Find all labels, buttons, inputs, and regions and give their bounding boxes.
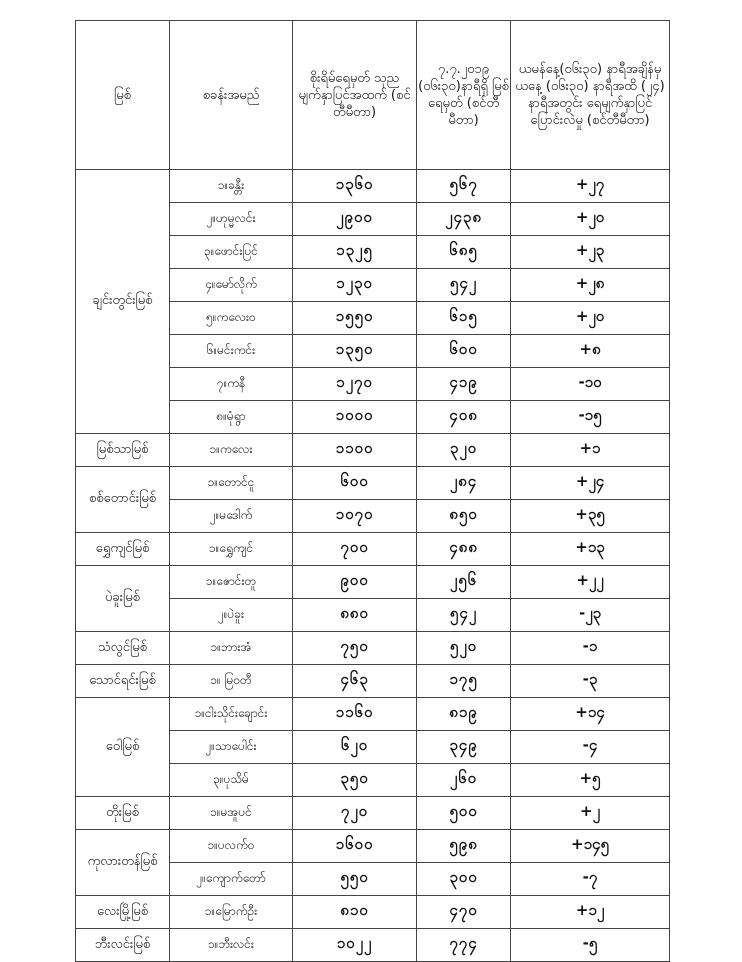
- station-name: ၂။ကျောက်တော်: [170, 863, 293, 896]
- station-name: ၁။မြောက်ဦး: [170, 896, 293, 929]
- danger-level: ၆၀၀: [293, 467, 417, 500]
- station-name: ၂။မဒေါက်: [170, 500, 293, 533]
- table-body: [76, 170, 670, 962]
- level-change: -၇: [511, 863, 670, 896]
- level-change: +၂၄: [511, 467, 670, 500]
- station-name: ၁။ဇောင်းတူ: [170, 566, 293, 599]
- level-change: -၁: [511, 632, 670, 665]
- current-level: ၅၉၈: [417, 830, 511, 863]
- table-row: [76, 434, 670, 467]
- river-name: လေးမြို့မြစ်: [76, 896, 170, 929]
- current-level: ၁၇၅: [417, 665, 511, 698]
- station-name: ၇။ကနီ: [170, 368, 293, 401]
- danger-level: ၈၁၀: [293, 896, 417, 929]
- danger-level: ၁၃၆၀: [293, 170, 417, 203]
- level-change: +၁၂: [511, 896, 670, 929]
- station-name: ၂။ဟုမ္မလင်း: [170, 203, 293, 236]
- river-name: စစ်တောင်းမြစ်: [76, 467, 170, 533]
- station-name: ၁။ခန္တီး: [170, 170, 293, 203]
- level-change: +၂၇: [511, 170, 670, 203]
- danger-level: ၁၂၇၀: [293, 368, 417, 401]
- current-level: ၆၈၅: [417, 236, 511, 269]
- current-level: ၅၆၇: [417, 170, 511, 203]
- level-change: -၂၃: [511, 599, 670, 632]
- level-change: +၂၀: [511, 203, 670, 236]
- current-level: ၄၁၉: [417, 368, 511, 401]
- level-change: +၃၅: [511, 500, 670, 533]
- level-change: +၈: [511, 335, 670, 368]
- current-level: ၂၅၆: [417, 566, 511, 599]
- river-name: မြစ်သာမြစ်: [76, 434, 170, 467]
- table-row: [76, 698, 670, 731]
- danger-level: ၁၂၃၀: [293, 269, 417, 302]
- river-name: ဘီးလင်းမြစ်: [76, 929, 170, 962]
- level-change: +၅: [511, 764, 670, 797]
- current-level: ၃၄၉: [417, 731, 511, 764]
- current-level: ၂၆၀: [417, 764, 511, 797]
- river-name: ပဲခူးမြစ်: [76, 566, 170, 632]
- danger-level: ၁၆၀၀: [293, 830, 417, 863]
- danger-level: ၁၀၀၀: [293, 401, 417, 434]
- level-change: -၁၀: [511, 368, 670, 401]
- station-name: ၃။ဖောင်းပြင်: [170, 236, 293, 269]
- header-station: စခန်းအမည်: [170, 21, 293, 170]
- current-level: ၅၀၀: [417, 797, 511, 830]
- header-danger-level: စိုးရိမ်ရေမှတ် သုညမျက်နှာပြင်အထက် (စင်တီမီတာ): [293, 21, 417, 170]
- level-change: +၁၃: [511, 533, 670, 566]
- station-name: ၂။ပဲခူး: [170, 599, 293, 632]
- current-level: ၃၂၀: [417, 434, 511, 467]
- river-name: တိုးမြစ်: [76, 797, 170, 830]
- danger-level: ၄၆၃: [293, 665, 417, 698]
- station-name: ၃။ပုသိမ်: [170, 764, 293, 797]
- river-name: ချင်းတွင်းမြစ်: [76, 170, 170, 434]
- current-level: ၃၀၀: [417, 863, 511, 896]
- table-row: [76, 566, 670, 599]
- station-name: ၅။ကလေးဝ: [170, 302, 293, 335]
- level-change: +၂: [511, 797, 670, 830]
- danger-level: ၁၀၇၀: [293, 500, 417, 533]
- danger-level: ၁၁၀၀: [293, 434, 417, 467]
- current-level: ၅၄၂: [417, 269, 511, 302]
- header-current-level: ၇.၇.၂၀၁၉ (၀၆း၃၀)နာရီရှိ မြစ်ရေမှတ် (စင်တီမီတာ): [417, 21, 511, 170]
- header-row: [76, 21, 670, 170]
- station-name: ၁။ဘားအံ: [170, 632, 293, 665]
- station-name: ၁။ မြဝတီ: [170, 665, 293, 698]
- station-name: ၁။ပလက်ဝ: [170, 830, 293, 863]
- danger-level: ၅၅၀: [293, 863, 417, 896]
- station-name: ၁။ကလေး: [170, 434, 293, 467]
- current-level: ၆၀၀: [417, 335, 511, 368]
- header-river: မြစ်: [76, 21, 170, 170]
- station-name: ၁။ရွှေကျင်: [170, 533, 293, 566]
- station-name: ၈။မုံရွာ: [170, 401, 293, 434]
- danger-level: ၆၂၀: [293, 731, 417, 764]
- level-change: +၂၃: [511, 236, 670, 269]
- table-row: [76, 797, 670, 830]
- current-level: ၄၀၈: [417, 401, 511, 434]
- level-change: -၃: [511, 665, 670, 698]
- level-change: -၁၅: [511, 401, 670, 434]
- danger-level: ၂၉၀၀: [293, 203, 417, 236]
- current-level: ၅၄၂: [417, 599, 511, 632]
- current-level: ၈၅၀: [417, 500, 511, 533]
- danger-level: ၁၀၂၂: [293, 929, 417, 962]
- danger-level: ၇၀၀: [293, 533, 417, 566]
- danger-level: ၁၁၆၀: [293, 698, 417, 731]
- level-change: -၄: [511, 731, 670, 764]
- river-level-table: [75, 20, 670, 962]
- table-row: [76, 632, 670, 665]
- level-change: -၅: [511, 929, 670, 962]
- current-level: ၂၄၃၈: [417, 203, 511, 236]
- station-name: ၁။မအူပင်: [170, 797, 293, 830]
- level-change: +၂၈: [511, 269, 670, 302]
- table-row: [76, 929, 670, 962]
- river-name: သံလွင်မြစ်: [76, 632, 170, 665]
- danger-level: ၁၃၅၀: [293, 335, 417, 368]
- level-change: +၂၀: [511, 302, 670, 335]
- level-change: +၁၄၅: [511, 830, 670, 863]
- current-level: ၈၁၉: [417, 698, 511, 731]
- station-name: ၁။ဘီးလင်း: [170, 929, 293, 962]
- table-row: [76, 896, 670, 929]
- river-name: ရွှေကျင်မြစ်: [76, 533, 170, 566]
- station-name: ၁။တောင်ငူ: [170, 467, 293, 500]
- river-name: သောင်ရင်းမြစ်: [76, 665, 170, 698]
- river-name: ကုလားတန်မြစ်: [76, 830, 170, 896]
- current-level: ၄၇၀: [417, 896, 511, 929]
- station-name: ၄။မော်လိုက်: [170, 269, 293, 302]
- station-name: ၂။သာပေါင်း: [170, 731, 293, 764]
- danger-level: ၁၅၅၀: [293, 302, 417, 335]
- level-change: +၁၄: [511, 698, 670, 731]
- level-change: +၂၂: [511, 566, 670, 599]
- station-name: ၆။မင်းကင်း: [170, 335, 293, 368]
- river-name: ဝေါမြစ်: [76, 698, 170, 797]
- danger-level: ၇၅၀: [293, 632, 417, 665]
- table-row: [76, 533, 670, 566]
- current-level: ၄၈၈: [417, 533, 511, 566]
- current-level: ၇၇၄: [417, 929, 511, 962]
- station-name: ၁။ငါးသိုင်းချောင်း: [170, 698, 293, 731]
- table-row: [76, 170, 670, 203]
- current-level: ၂၈၄: [417, 467, 511, 500]
- current-level: ၅၂၀: [417, 632, 511, 665]
- header-change: ယမန်နေ့(၀၆း၃၀) နာရီအချိန်မှ ယနေ့ (၀၆း၃၀) နာရီအထိ (၂၄) နာရီအတွင်း ရေမျက်နှာပြင်ပြောင်းလဲမှု (စင်တီမီတာ): [511, 21, 670, 170]
- danger-level: ၃၅၀: [293, 764, 417, 797]
- current-level: ၆၁၅: [417, 302, 511, 335]
- danger-level: ၉၀၀: [293, 566, 417, 599]
- table-row: [76, 467, 670, 500]
- table-row: [76, 830, 670, 863]
- level-change: +၁: [511, 434, 670, 467]
- table-row: [76, 665, 670, 698]
- danger-level: ၈၈၀: [293, 599, 417, 632]
- danger-level: ၁၃၂၅: [293, 236, 417, 269]
- danger-level: ၇၂၀: [293, 797, 417, 830]
